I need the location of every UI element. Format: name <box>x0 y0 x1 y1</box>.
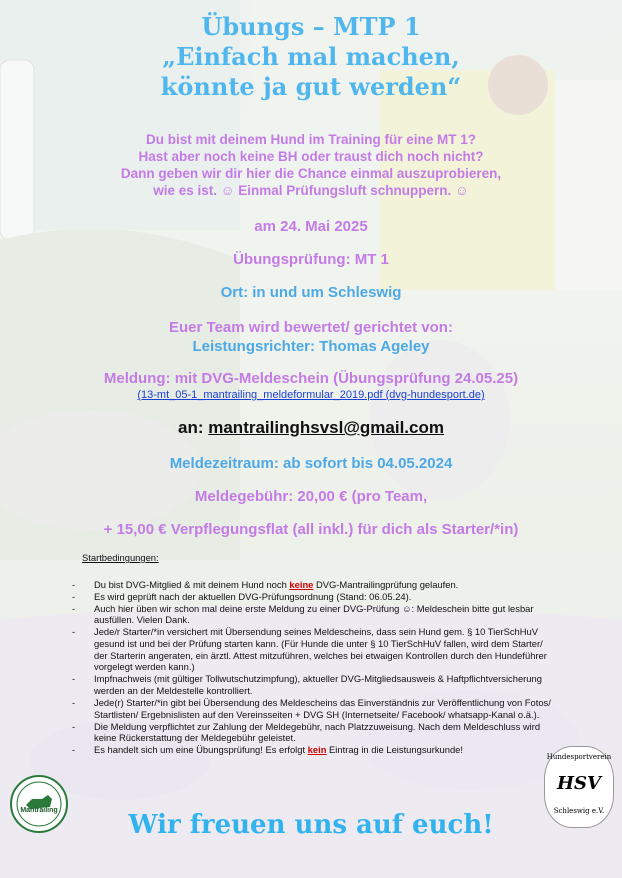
condition-text: Du bist DVG-Mitglied & mit deinem Hund noch <box>94 578 290 590</box>
condition-item <box>82 579 552 591</box>
registration-period: Meldezeitraum: ab sofort bis 04.05.2024 <box>169 455 453 472</box>
condition-item <box>82 744 552 756</box>
exam-type: Übungsprüfung: MT 1 <box>233 251 389 268</box>
registration-form-link[interactable]: (13-mt_05-1_mantrailing_meldeformular_2019.pdf (dvg-hundesport.de) <box>137 389 485 401</box>
registration-fee: Meldegebühr: 20,00 € (pro Team, <box>194 488 428 505</box>
intro-line-1: Du bist mit deinem Hund im Training für eine MT 1? <box>145 132 477 147</box>
catering-fee: + 15,00 € Verpflegungsflat (all inkl.) für dich als Starter/*in) <box>103 521 519 538</box>
hsv-logo-bottom: Schleswig e.V. <box>553 807 605 815</box>
registration-info: Meldung: mit DVG-Meldeschein (Übungsprüfung 24.05.25) <box>103 370 519 387</box>
conditions-list <box>82 579 552 756</box>
email-prefix: an: <box>178 418 204 437</box>
condition-item <box>82 626 552 672</box>
condition-text: Auch hier üben wir schon mal deine erste Meldung zu einer DVG-Prüfung ☺: Meldeschein bitte gut lesbar ausfüllen. Vielen Dank. <box>94 602 534 626</box>
title-line-1: Übungs – MTP 1 <box>201 12 421 41</box>
event-date: am 24. Mai 2025 <box>254 218 368 235</box>
condition-emphasis: keine <box>289 578 314 590</box>
intro-line-2: Hast aber noch keine BH oder traust dich noch nicht? <box>138 149 484 164</box>
condition-text: Es handelt sich um eine Übungsprüfung! Es erfolgt <box>94 744 308 756</box>
judge-name: Leistungsrichter: Thomas Ageley <box>192 338 430 355</box>
email-line <box>0 418 622 438</box>
condition-text: Jede/r Starter/*in versichert mit Übersendung seines Meldescheins, dass sein Hund gem. § 10 TierSchHuV gesund ist und bei der Prüfung starten kann. (Für Hunde die unter § 10 TierSchHuV fallen, wird dem Starter/ der Starterin angeraten, ein ärztl. Attest mitzuführen, welches bei etwaigen Kontrollen durch den Hundeführer vorgelegt werden kann.) <box>94 626 547 673</box>
judged-by: Euer Team wird bewertet/ gerichtet von: <box>169 319 453 336</box>
hsv-logo-top: Hundesportverein <box>546 753 612 761</box>
conditions-heading: Startbedingungen: <box>82 552 159 563</box>
condition-text: Die Meldung verpflichtet zur Zahlung der Meldegebühr, nach Platzzuweisung. Nach dem Meldeschluss wird keine Rückerstattung der Meldegebühr geleistet. <box>94 720 541 744</box>
email-link[interactable]: mantrailinghsvsl@gmail.com <box>208 418 444 437</box>
title-line-3: könnte ja gut werden“ <box>160 72 462 101</box>
condition-item <box>82 603 552 626</box>
condition-item <box>82 697 552 720</box>
condition-item <box>82 591 552 603</box>
condition-item <box>82 721 552 744</box>
intro-line-3: Dann geben wir dir hier die Chance einmal auszuprobieren, <box>120 166 502 181</box>
start-conditions <box>82 552 552 757</box>
footer-slogan: Wir freuen uns auf euch! <box>128 810 494 840</box>
title-line-2: „Einfach mal machen, <box>162 42 460 71</box>
condition-text-end: Eintrag in die Leistungsurkunde! <box>326 744 463 756</box>
hsv-logo-mark: HSV <box>557 773 601 794</box>
condition-emphasis: kein <box>307 744 327 756</box>
condition-item <box>82 673 552 696</box>
condition-text: Es wird geprüft nach der aktuellen DVG-Prüfungsordnung (Stand: 06.05.24). <box>94 590 412 602</box>
condition-text-end: DVG-Mantrailingprüfung gelaufen. <box>313 578 459 590</box>
intro-line-4: wie es ist. ☺ Einmal Prüfungsluft schnuppern. ☺ <box>153 183 469 198</box>
mantrailing-logo-text: Mantrailing <box>20 807 58 814</box>
event-location: Ort: in und um Schleswig <box>220 284 402 301</box>
condition-text: Jede(r) Starter/*in gibt bei Übersendung des Meldescheins das Einverständnis zur Veröffentlichung von Fotos/ Startlisten/ Ergebnislisten auf den Vereinsseiten + DVG SH (Internetseite/ Facebook/ whatsapp-Kanal o.ä.). <box>94 697 551 720</box>
condition-text: Impfnachweis (mit gültiger Tollwutschutzimpfung), aktueller DVG-Mitgliedsausweis & Haftpflichtversicherung werden an der Meldestelle kontrolliert. <box>94 673 542 696</box>
